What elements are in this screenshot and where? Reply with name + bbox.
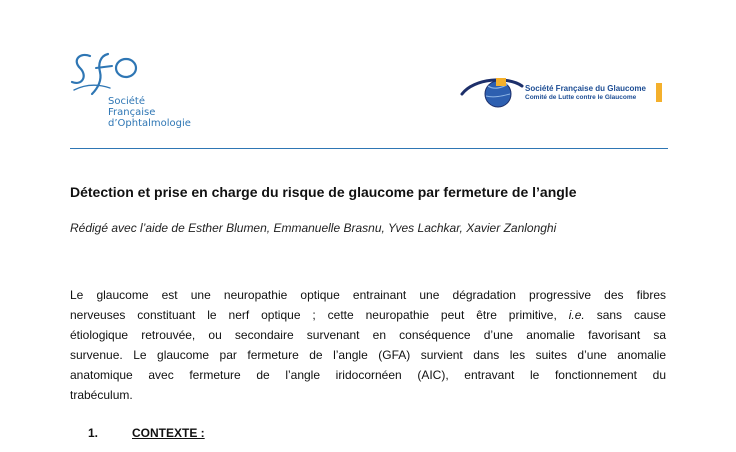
document-title: Détection et prise en charge du risque de glaucome par fermeture de l’angle (70, 184, 577, 200)
paragraph-line: trabéculum. (70, 388, 133, 402)
sfo-logo (68, 50, 208, 136)
intro-paragraph (70, 285, 666, 405)
eye-icon (460, 72, 524, 112)
sfo-logo-mark (68, 50, 148, 100)
paragraph-text: nerveuses constituant le nerf optique ; cette neuropathie peut être primitive, (70, 308, 569, 322)
sfo-logo-line: Société (108, 96, 145, 107)
document-authors: Rédigé avec l’aide de Esther Blumen, Emmanuelle Brasnu, Yves Lachkar, Xavier Zanlonghi (70, 221, 557, 235)
paragraph-line: anatomique avec fermeture de l’angle iridocornéen (AIC), entravant le fonctionnement du (70, 368, 666, 382)
sfg-logo-subtitle: Comité de Lutte contre le Glaucome (525, 94, 637, 101)
paragraph-line: Le glaucome est une neuropathie optique entrainant une dégradation progressive des fibres (70, 288, 666, 302)
header-divider (70, 148, 668, 149)
sfg-logo-title: Société Française du Glaucome (525, 84, 646, 93)
section-number: 1. (88, 426, 99, 440)
sfg-logo (460, 72, 670, 112)
paragraph-line (70, 305, 666, 325)
paragraph-line: survenue. Le glaucome par fermeture de l’angle (GFA) survient dans les suites d’une anomalie (70, 348, 666, 362)
sfg-logo-accent (656, 83, 662, 102)
sfo-logo-line: d’Ophtalmologie (108, 118, 191, 129)
paragraph-text: sans cause (584, 308, 666, 322)
sfo-logo-line: Française (108, 107, 156, 118)
sfo-logo-text (108, 96, 191, 129)
section-title: CONTEXTE : (132, 426, 205, 440)
paragraph-italic-text: i.e. (568, 308, 585, 322)
paragraph-line: étiologique retrouvée, ou secondaire survenant en conséquence d’une anomalie favorisant sa (70, 328, 666, 342)
